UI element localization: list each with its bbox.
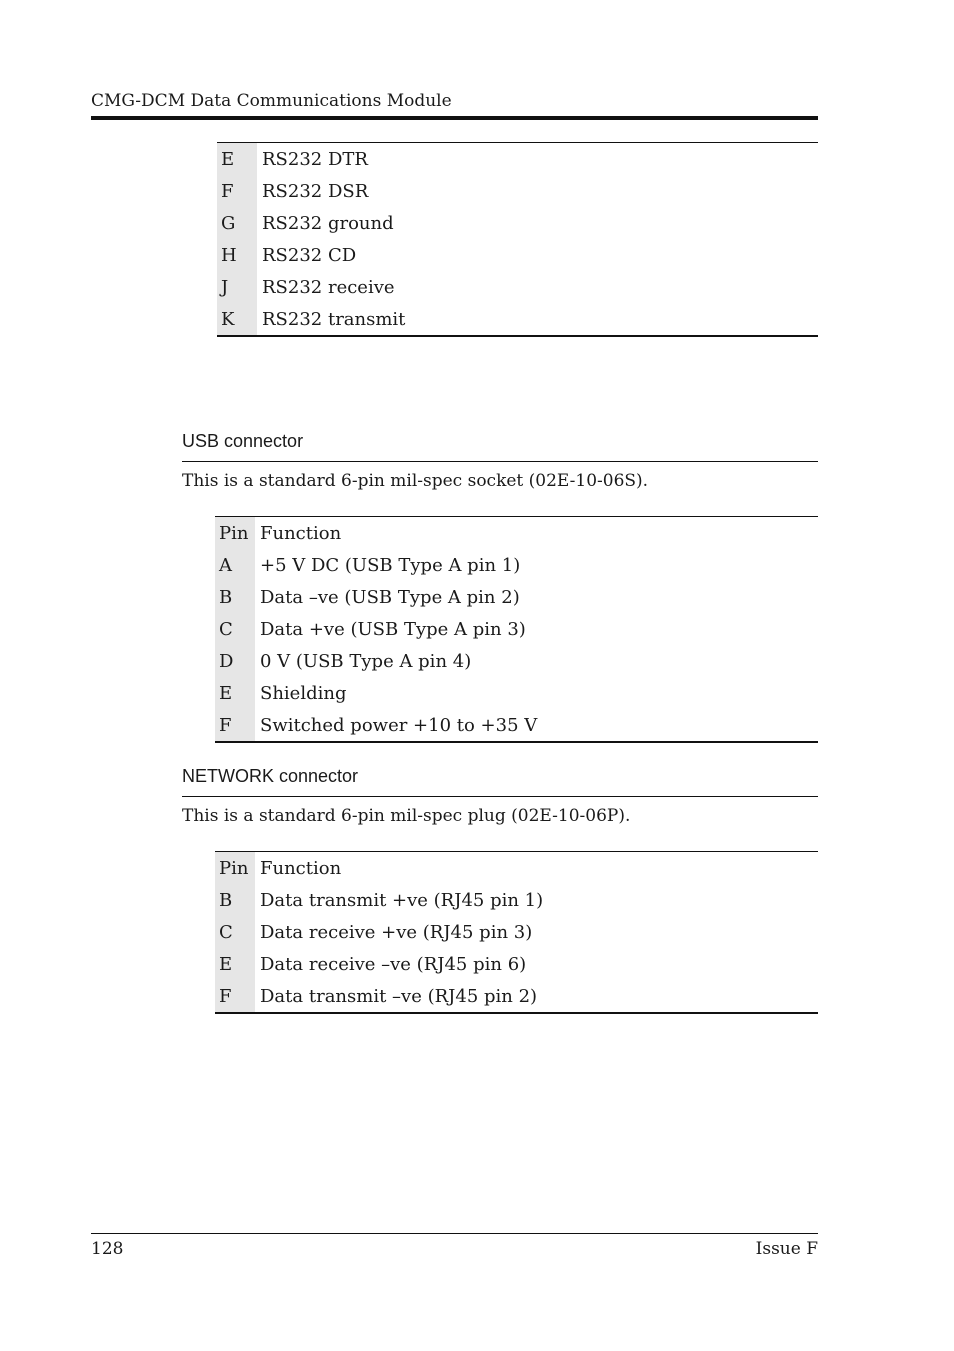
document-title: CMG-DCM Data Communications Module <box>91 91 452 111</box>
pin-cell: E <box>217 143 257 176</box>
pin-cell: B <box>215 884 255 916</box>
pin-cell: E <box>215 677 255 709</box>
usb-pin-table <box>215 516 818 743</box>
network-description: This is a standard 6-pin mil-spec plug (02E-10-06P). <box>182 806 631 826</box>
pin-table-continued <box>217 142 818 337</box>
function-cell: Data transmit +ve (RJ45 pin 1) <box>260 889 544 911</box>
table-row <box>215 677 818 709</box>
function-cell: RS232 DTR <box>262 148 368 170</box>
table-row <box>215 709 818 742</box>
table-row <box>217 143 818 176</box>
function-cell: Shielding <box>260 682 347 704</box>
function-cell: Data +ve (USB Type A pin 3) <box>260 618 526 640</box>
function-cell: Data receive –ve (RJ45 pin 6) <box>260 953 527 975</box>
table-row <box>215 948 818 980</box>
pin-cell: K <box>217 303 257 336</box>
pin-cell: J <box>217 271 257 303</box>
table-row <box>217 239 818 271</box>
pin-cell: A <box>215 549 255 581</box>
page-footer <box>91 1233 818 1260</box>
table-row <box>215 884 818 916</box>
table-row <box>215 916 818 948</box>
table-row <box>215 581 818 613</box>
pin-cell: D <box>215 645 255 677</box>
function-cell: Data –ve (USB Type A pin 2) <box>260 586 520 608</box>
function-cell: Switched power +10 to +35 V <box>260 714 538 736</box>
pin-cell: G <box>217 207 257 239</box>
function-cell: RS232 transmit <box>262 308 406 330</box>
pin-cell: F <box>215 980 255 1013</box>
function-cell: Data transmit –ve (RJ45 pin 2) <box>260 985 538 1007</box>
table-row <box>217 303 818 336</box>
pin-cell: F <box>215 709 255 742</box>
function-cell: +5 V DC (USB Type A pin 1) <box>260 554 521 576</box>
table-header-row <box>215 852 818 885</box>
table-row <box>217 271 818 303</box>
table-row <box>215 613 818 645</box>
pin-cell: E <box>215 948 255 980</box>
network-section-title: NETWORK connector <box>182 764 818 797</box>
pin-cell: C <box>215 613 255 645</box>
pin-column-header: Pin <box>215 517 255 550</box>
function-cell: RS232 DSR <box>262 180 369 202</box>
network-pin-table <box>215 851 818 1014</box>
function-cell: RS232 receive <box>262 276 395 298</box>
usb-section-title: USB connector <box>182 429 818 462</box>
function-column-header: Function <box>260 857 342 879</box>
issue-label: Issue F <box>755 1239 818 1259</box>
table-row <box>215 980 818 1013</box>
function-cell: 0 V (USB Type A pin 4) <box>260 650 472 672</box>
pin-cell: B <box>215 581 255 613</box>
page-header <box>91 90 818 120</box>
table-row <box>217 175 818 207</box>
pin-column-header: Pin <box>215 852 255 885</box>
pin-cell: F <box>217 175 257 207</box>
function-cell: RS232 CD <box>262 244 357 266</box>
pin-cell: H <box>217 239 257 271</box>
pin-cell: C <box>215 916 255 948</box>
page-number: 128 <box>91 1239 124 1259</box>
table-row <box>215 549 818 581</box>
table-header-row <box>215 517 818 550</box>
usb-description: This is a standard 6-pin mil-spec socket (02E-10-06S). <box>182 471 649 491</box>
table-row <box>215 645 818 677</box>
function-cell: RS232 ground <box>262 212 394 234</box>
table-row <box>217 207 818 239</box>
function-column-header: Function <box>260 522 342 544</box>
function-cell: Data receive +ve (RJ45 pin 3) <box>260 921 533 943</box>
